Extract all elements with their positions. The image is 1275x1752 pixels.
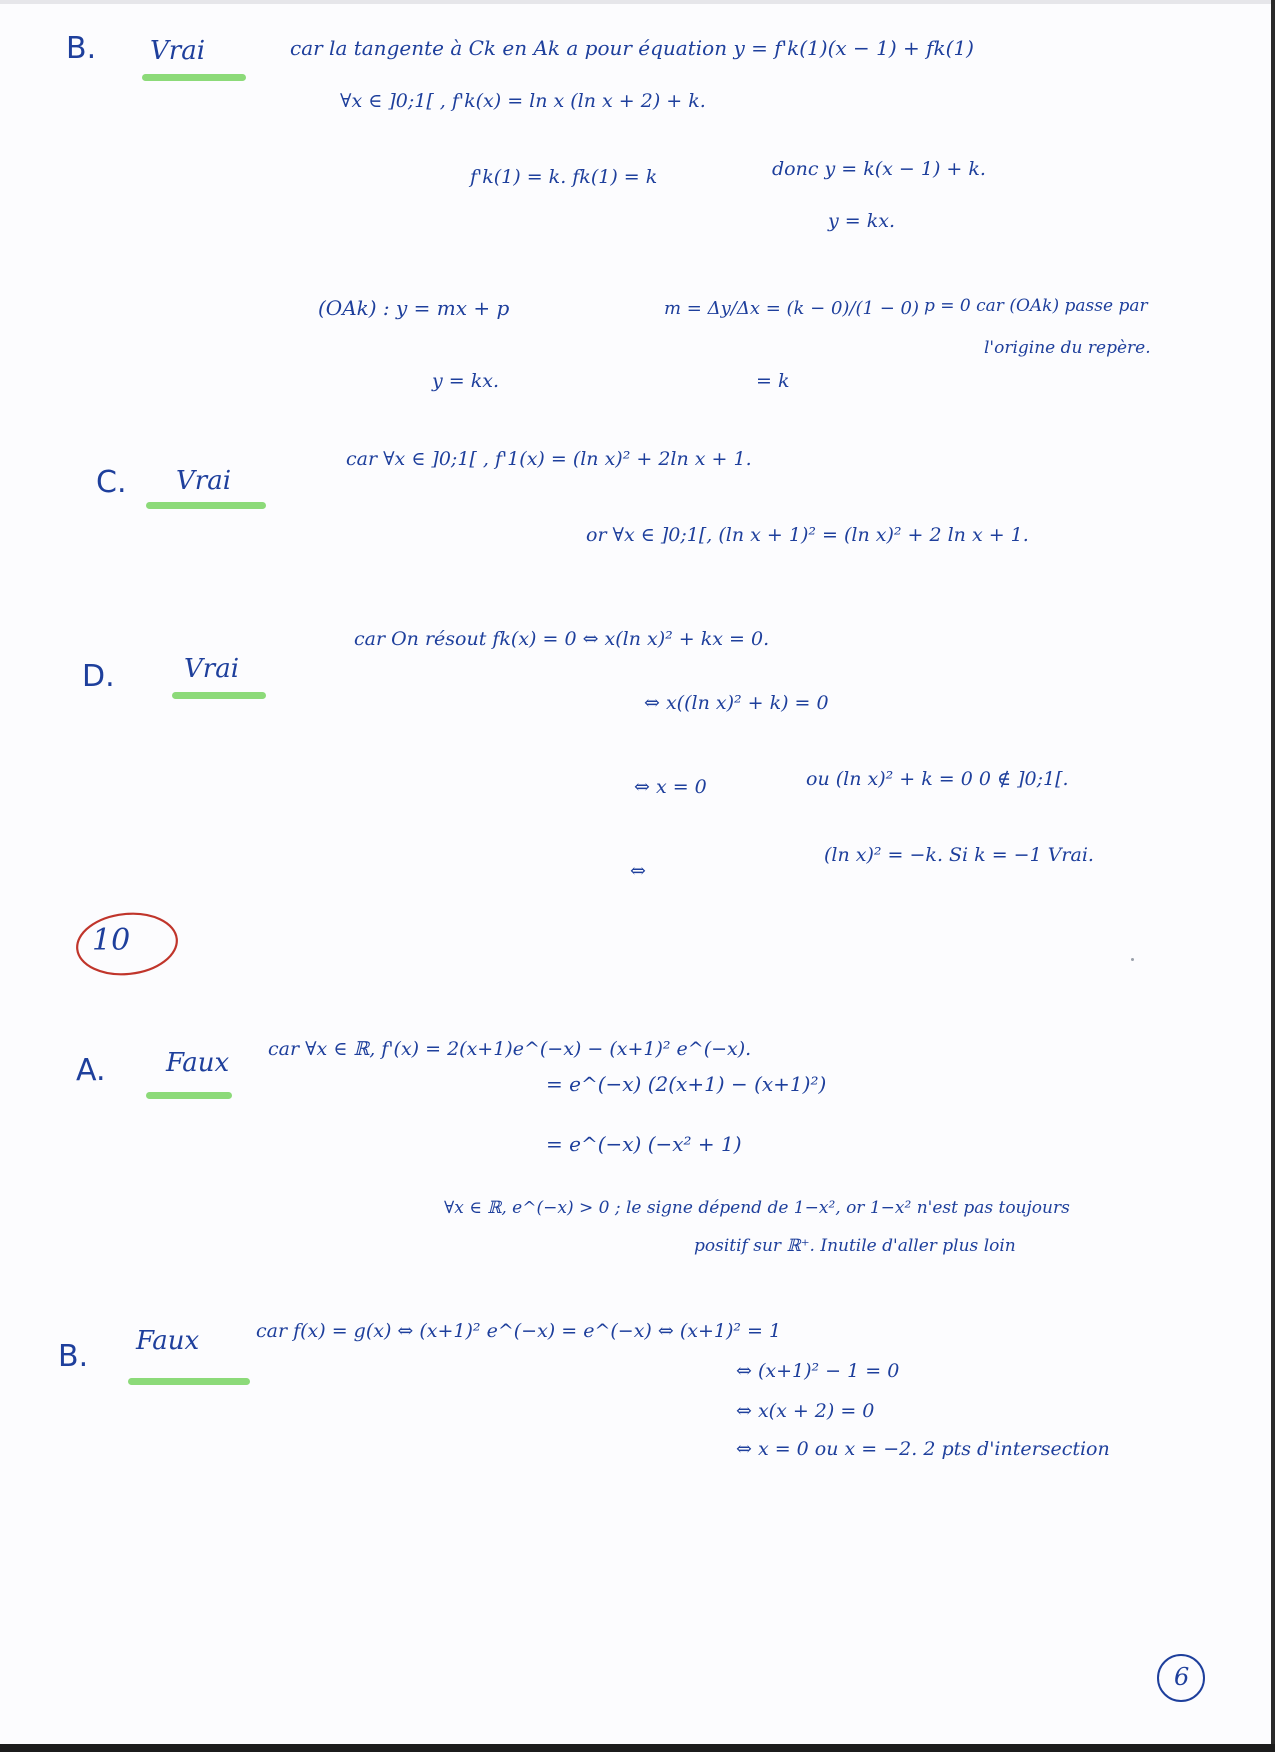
q9-b-line5a: (OAk) : y = mx + p (318, 296, 510, 320)
q9-d-line2: ⇔ x((ln x)² + k) = 0 (644, 692, 829, 714)
question-10-number: 10 (92, 923, 131, 958)
page-number: 6 (1174, 1663, 1190, 1691)
q9-b-line6b: = k (756, 370, 790, 392)
q9-b-line4: y = kx. (828, 210, 896, 232)
q9-b-verdict: Vrai (150, 36, 206, 66)
q9-b-line6c: l'origine du repère. (984, 338, 1151, 358)
q10-b-letter: B. (58, 1339, 89, 1374)
q9-b-line5c: p = 0 car (OAk) passe par (924, 296, 1148, 316)
q10-a-line2: = e^(−x) (2(x+1) − (x+1)²) (546, 1072, 827, 1096)
q9-b-line3b: donc y = k(x − 1) + k. (772, 158, 986, 180)
q9-d-line1: car On résout fk(x) = 0 ⇔ x(ln x)² + kx = 0. (354, 628, 770, 650)
q9-b-line1: car la tangente à Ck en Ak a pour équation y = f'k(1)(x − 1) + fk(1) (290, 36, 974, 60)
q9-b-line6a: y = kx. (432, 370, 500, 392)
scan-edge-top (0, 0, 1275, 4)
q9-c-letter: C. (96, 465, 127, 500)
q9-b-line3a: f'k(1) = k. fk(1) = k (470, 166, 658, 188)
q10-b-line4: ⇔ x = 0 ou x = −2. 2 pts d'intersection (736, 1438, 1110, 1460)
q10-a-highlight (146, 1092, 232, 1099)
scan-edge-right (1271, 0, 1275, 1752)
q9-d-line4a: ⇔ (630, 860, 646, 882)
scan-edge-bottom (0, 1744, 1275, 1752)
q9-c-line1: car ∀x ∈ ]0;1[ , f'1(x) = (ln x)² + 2ln x + 1. (346, 448, 752, 470)
q9-b-line2: ∀x ∈ ]0;1[ , f'k(x) = ln x (ln x + 2) + k. (340, 90, 706, 112)
q10-a-verdict: Faux (166, 1048, 230, 1078)
q9-d-highlight (172, 692, 266, 699)
question-10-circle (72, 908, 184, 978)
q10-b-line3: ⇔ x(x + 2) = 0 (736, 1400, 875, 1422)
scan-speck (1131, 958, 1134, 961)
q10-b-line2: ⇔ (x+1)² − 1 = 0 (736, 1360, 900, 1382)
q9-b-letter: B. (66, 31, 97, 66)
q9-c-verdict: Vrai (176, 466, 232, 496)
q9-d-line3b: ou (ln x)² + k = 0 0 ∉ ]0;1[. (806, 768, 1069, 790)
page-number-circle (1155, 1652, 1207, 1704)
q9-d-line3a: ⇔ x = 0 (634, 776, 707, 798)
q10-b-line1: car f(x) = g(x) ⇔ (x+1)² e^(−x) = e^(−x) ⇔ (x+1)² = 1 (256, 1320, 782, 1342)
q9-d-verdict: Vrai (184, 654, 240, 684)
q10-a-line1: car ∀x ∈ ℝ, f'(x) = 2(x+1)e^(−x) − (x+1)² e^(−x). (268, 1038, 752, 1060)
q9-b-highlight (142, 74, 246, 81)
q10-a-line3: = e^(−x) (−x² + 1) (546, 1132, 742, 1156)
q10-b-verdict: Faux (136, 1326, 200, 1356)
q9-c-highlight (146, 502, 266, 509)
q9-d-letter: D. (82, 659, 115, 694)
q10-a-line4: ∀x ∈ ℝ, e^(−x) > 0 ; le signe dépend de 1−x², or 1−x² n'est pas toujours (444, 1198, 1070, 1218)
q9-d-line4b: (ln x)² = −k. Si k = −1 Vrai. (824, 844, 1094, 866)
q10-b-highlight (128, 1378, 250, 1385)
q10-a-letter: A. (76, 1053, 106, 1088)
q9-c-line2: or ∀x ∈ ]0;1[, (ln x + 1)² = (ln x)² + 2 ln x + 1. (586, 524, 1029, 546)
q10-a-line5: positif sur ℝ⁺. Inutile d'aller plus loin (694, 1236, 1016, 1256)
q9-b-line5b: m = Δy/Δx = (k − 0)/(1 − 0) (664, 298, 919, 319)
